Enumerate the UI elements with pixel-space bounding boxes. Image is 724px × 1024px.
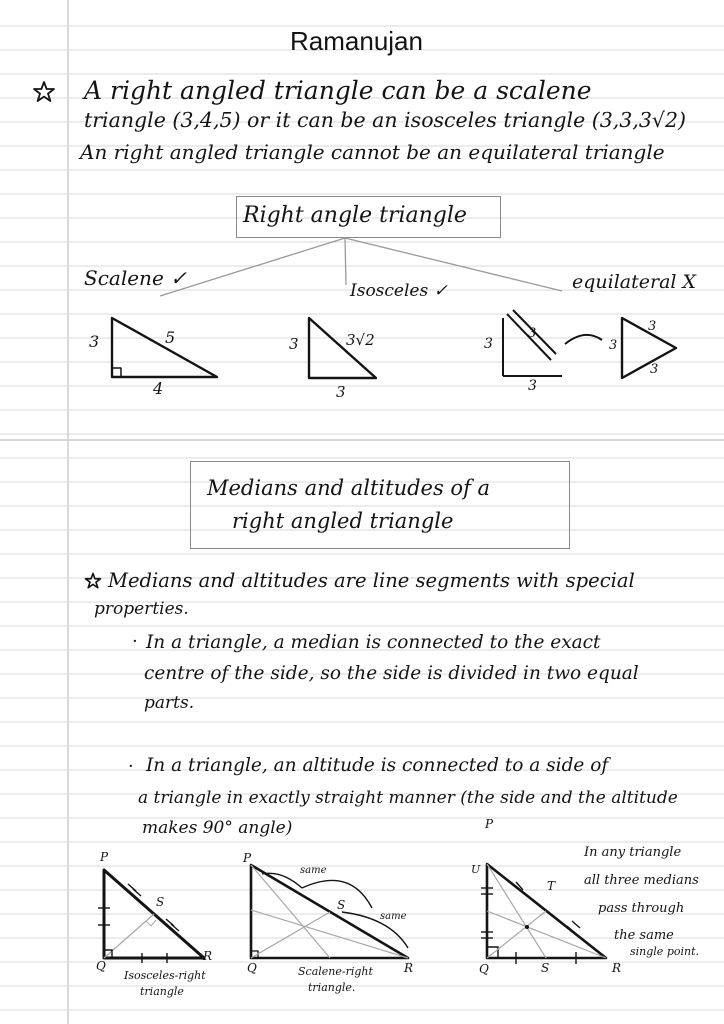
note-line: all three medians [584,873,699,888]
triangle-scalene [112,318,217,377]
isosceles-base-label: 3 [336,383,346,401]
isosceles-hyp-label: 3√2 [346,331,375,349]
bullet2-line1: In a triangle, an altitude is connected to a side of [146,755,609,776]
fig2-label-same1: same [300,865,327,876]
label-equilateral: equilateral X [572,271,697,293]
attempt-hyp-label: 3 [528,326,537,341]
scalene-hyp-label: 5 [165,328,176,347]
fig3-label-p: P [485,817,494,831]
bullet-dot: · [132,631,138,652]
equilateral-top-label: 3 [648,319,657,334]
label-isosceles: Isosceles ✓ [350,281,448,301]
fig2-label-p: P [243,851,252,865]
fig2-label-s: S [337,898,346,912]
scalene-left-label: 3 [89,332,100,351]
intro-line1: Medians and altitudes are line segments with special [108,569,635,592]
fig2-caption1: Scalene-right [298,965,373,978]
fig2-label-same2: same [380,911,407,922]
fig3-label-s: S [541,961,550,975]
note-line: In any triangle [584,845,682,860]
fig1-label-r: R [203,949,213,963]
bullet-dot: · [128,756,134,777]
note-line: pass through [598,901,685,916]
fig3-label-t: T [547,879,556,893]
note-line: single point. [630,945,699,958]
fig3-label-u: U [471,863,481,876]
page-title: Ramanujan [290,26,423,56]
label-scalene: Scalene ✓ [84,266,187,290]
branch-scalene [160,238,345,296]
scalene-base-label: 4 [153,379,164,398]
section2-box-line1: Medians and altitudes of a [207,476,491,500]
attempt-base-label: 3 [528,378,537,394]
bullet1-line2: centre of the side, so the side is divided in two equal [144,663,639,684]
equilateral-bottom-label: 3 [650,362,659,377]
fig1-caption2: triangle [140,985,184,998]
note-line: the same [614,928,674,943]
star-icon-small [84,572,102,590]
fig1-caption1: Isosceles-right [124,969,206,982]
fig2-label-r: R [404,961,414,975]
bullet1-line3: parts. [144,693,195,713]
attempt-left-label: 3 [484,336,493,352]
section2-box-line2: right angled triangle [232,509,454,533]
triangle-equilateral-attempt [503,310,602,376]
section1-line1: A right angled triangle can be a scalene [84,76,592,105]
bullet2-line3: makes 90° angle) [142,818,293,838]
bullet1-line1: In a triangle, a median is connected to the exact [146,632,601,653]
fig2-caption2: triangle. [308,981,356,994]
diagram1-tree [0,0,724,440]
bullet2-line2: a triangle in exactly straight manner (the side and the altitude [138,788,678,808]
equilateral-left-label: 3 [609,338,618,353]
fig1-label-q: Q [96,959,106,973]
root-label: Right angle triangle [243,203,467,228]
fig3-label-q: Q [479,962,489,976]
section1-line3: An right angled triangle cannot be an equilateral triangle [80,140,665,164]
section1-line2: triangle (3,4,5) or it can be an isosceles triangle (3,3,3√2) [84,108,687,132]
intro-line2: properties. [94,599,189,619]
fig1-label-p: P [100,850,109,864]
section2-box [190,461,570,549]
fig3-label-r: R [612,961,622,975]
isosceles-left-label: 3 [289,335,299,353]
branch-isosceles [345,238,346,285]
figure-isosceles-right [98,870,204,963]
fig2-label-q: Q [247,961,257,975]
fig1-label-s: S [156,895,165,909]
